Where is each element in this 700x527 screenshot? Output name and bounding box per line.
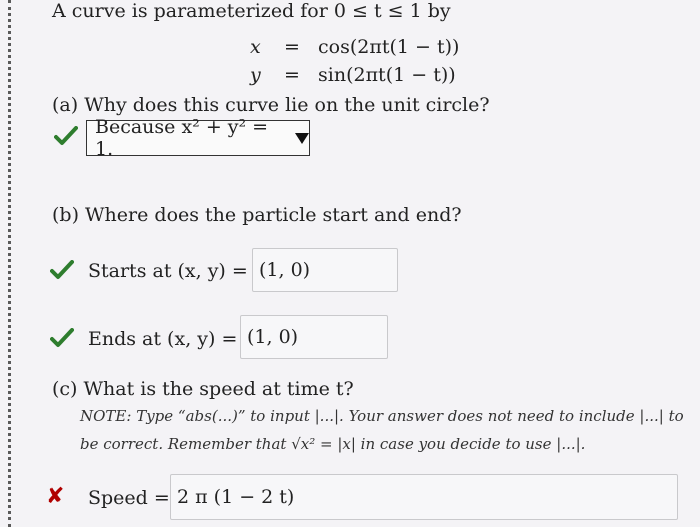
part-a-question: (a) Why does this curve lie on the unit circle?: [52, 94, 490, 116]
part-a-answer-select[interactable]: [86, 116, 310, 160]
part-b-question: (b) Where does the particle start and end?: [52, 204, 462, 226]
check-icon: [50, 260, 74, 280]
start-label: Starts at (x, y) =: [88, 260, 248, 282]
equation-y-rhs: sin(2πt(1 − t)): [318, 64, 456, 86]
left-margin-dots: [8, 0, 11, 527]
part-c-note-line-2: be correct. Remember that √x² = |x| in case you decide to use |...|.: [80, 435, 586, 453]
end-value: (1, 0): [247, 326, 299, 348]
equation-y-lhs: y: [250, 64, 261, 86]
part-a-selected-answer: Because x² + y² = 1.: [95, 116, 269, 160]
equation-x-sign: =: [284, 36, 300, 58]
speed-input[interactable]: [170, 474, 678, 520]
cross-icon: ✘: [46, 484, 65, 509]
equation-x-rhs: cos(2πt(1 − t)): [318, 36, 460, 58]
speed-value: 2 π (1 − 2 t): [177, 486, 295, 508]
chevron-down-icon: [295, 133, 309, 144]
part-c-note-line-1: NOTE: Type “abs(...)” to input |...|. Your answer does not need to include |...| to: [80, 407, 684, 425]
start-value: (1, 0): [259, 259, 311, 281]
equation-y-sign: =: [284, 64, 300, 86]
equation-x-lhs: x: [250, 36, 261, 58]
part-c-question: (c) What is the speed at time t?: [52, 378, 354, 400]
end-input[interactable]: [240, 315, 388, 359]
end-label: Ends at (x, y) =: [88, 328, 238, 350]
problem-intro: A curve is parameterized for 0 ≤ t ≤ 1 by: [52, 0, 451, 22]
check-icon: [54, 126, 78, 146]
start-input[interactable]: [252, 248, 398, 292]
speed-label: Speed =: [88, 487, 170, 509]
check-icon: [50, 328, 74, 348]
